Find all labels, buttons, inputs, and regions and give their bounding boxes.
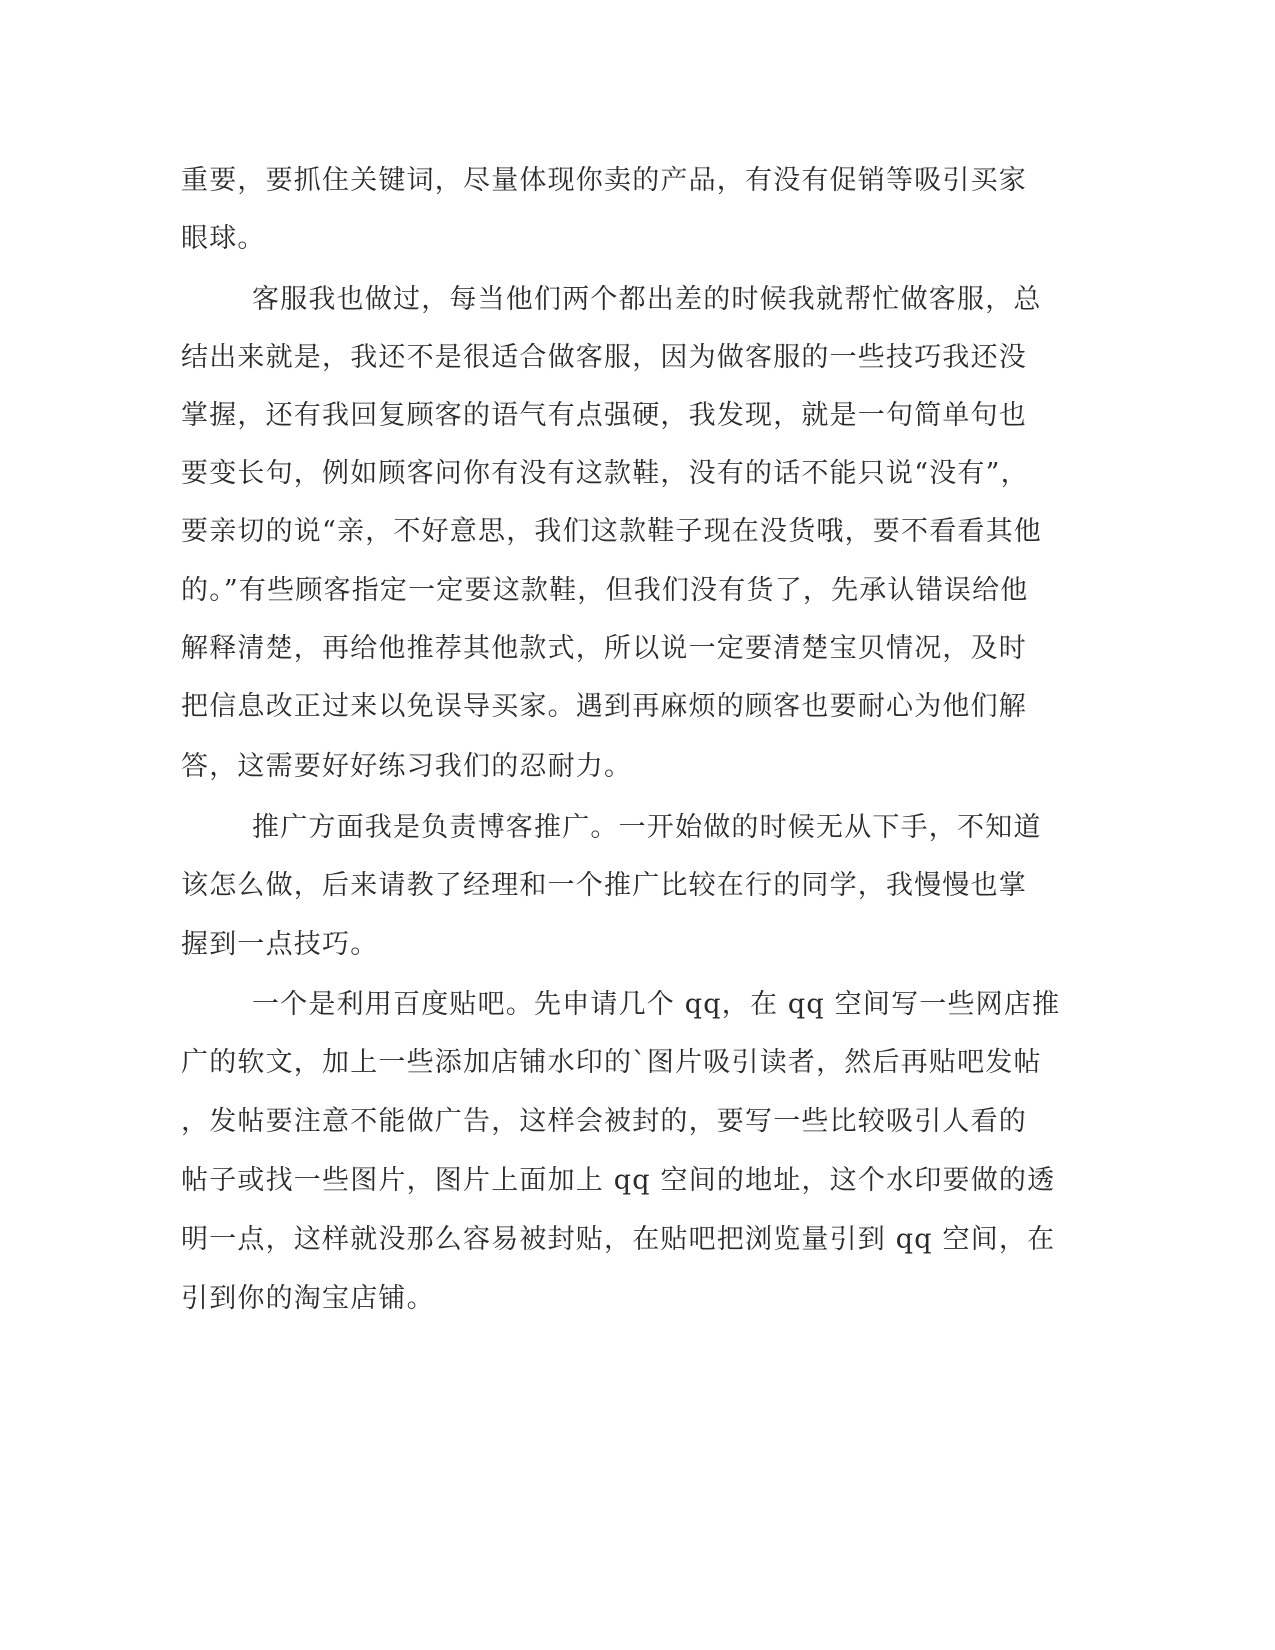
paragraph-first-line: 推广方面我是负责博客推广。一开始做的时候无从下手，不知道 <box>252 812 1042 843</box>
text-line: ，发帖要注意不能做广告，这样会被封的，要写一些比较吸引人看的 <box>181 1106 1027 1137</box>
text-line: 眼球。 <box>181 223 266 254</box>
text-line: 帖子或找一些图片，图片上面加上 qq 空间的地址，这个水印要做的透 <box>181 1165 1056 1196</box>
text-line: 广的软文，加上一些添加店铺水印的`图片吸引读者，然后再贴吧发帖 <box>181 1047 1042 1078</box>
text-line: 解释清楚，再给他推荐其他款式，所以说一定要清楚宝贝情况，及时 <box>181 633 1027 664</box>
text-line: 引到你的淘宝店铺。 <box>181 1283 435 1314</box>
text-line: 把信息改正过来以免误导买家。遇到再麻烦的顾客也要耐心为他们解 <box>181 691 1027 722</box>
paragraph-first-line: 一个是利用百度贴吧。先申请几个 qq，在 qq 空间写一些网店推 <box>252 989 1061 1020</box>
text-line: 重要，要抓住关键词，尽量体现你卖的产品，有没有促销等吸引买家 <box>181 165 1027 196</box>
text-line: 要变长句，例如顾客问你有没有这款鞋，没有的话不能只说“没有”， <box>181 458 1029 489</box>
text-line: 明一点，这样就没那么容易被封贴，在贴吧把浏览量引到 qq 空间，在 <box>181 1224 1056 1255</box>
text-line: 的。”有些顾客指定一定要这款鞋，但我们没有货了，先承认错误给他 <box>181 575 1029 606</box>
paragraph-first-line: 客服我也做过，每当他们两个都出差的时候我就帮忙做客服，总 <box>252 284 1042 315</box>
text-line: 握到一点技巧。 <box>181 929 379 960</box>
text-line: 要亲切的说“亲，不好意思，我们这款鞋子现在没货哦，要不看看其他 <box>181 516 1043 547</box>
text-line: 掌握，还有我回复顾客的语气有点强硬，我发现，就是一句简单句也 <box>181 400 1027 431</box>
text-line: 答，这需要好好练习我们的忍耐力。 <box>181 751 633 782</box>
text-line: 该怎么做，后来请教了经理和一个推广比较在行的同学，我慢慢也掌 <box>181 870 1027 901</box>
text-line: 结出来就是，我还不是很适合做客服，因为做客服的一些技巧我还没 <box>181 342 1027 373</box>
